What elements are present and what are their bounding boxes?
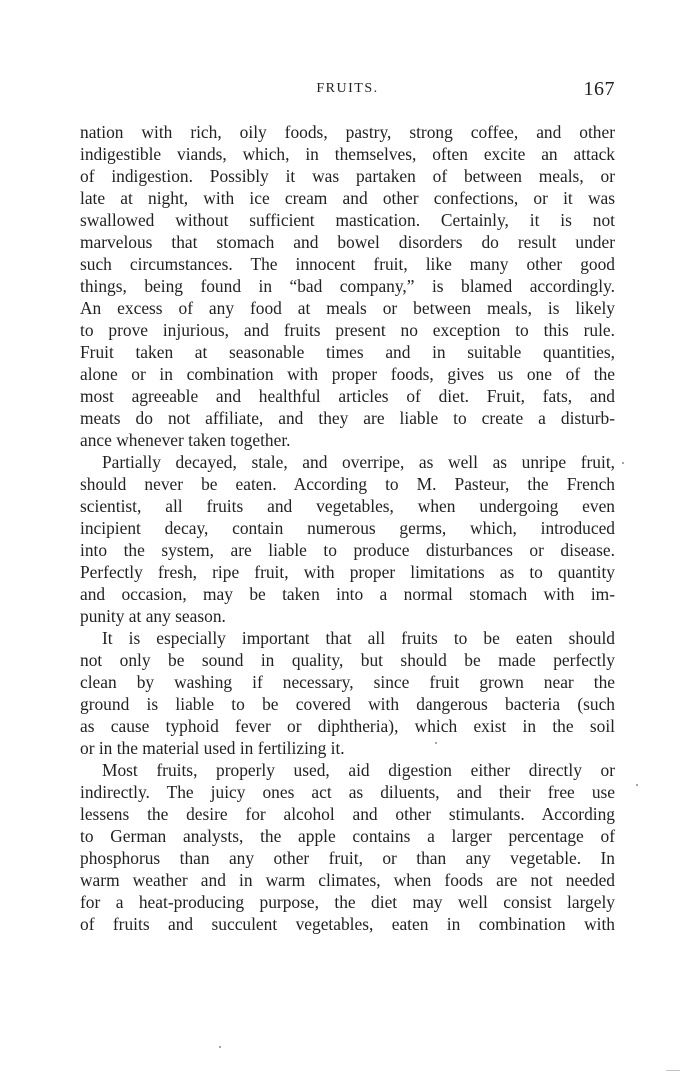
text-line: late at night, with ice cream and other confections, or it was bbox=[80, 188, 615, 208]
text-line: Partially decayed, stale, and overripe, as well as unripe fruit, bbox=[102, 452, 615, 472]
text-line: for a heat-producing purpose, the diet may well consist largely bbox=[80, 892, 615, 912]
text-line: alone or in combination with proper foods, gives us one of the bbox=[80, 364, 615, 384]
text-line: of indigestion. Possibly it was partaken of between meals, or bbox=[80, 166, 615, 186]
text-line: swallowed without sufficient mastication. Certainly, it is not bbox=[80, 210, 615, 230]
text-line: and occasion, may be taken into a normal stomach with im- bbox=[80, 584, 615, 604]
text-line: ground is liable to be covered with dangerous bacteria (such bbox=[80, 694, 615, 714]
text-line: to prove injurious, and fruits present no exception to this rule. bbox=[80, 320, 615, 340]
scan-speck bbox=[435, 742, 437, 744]
text-line: should never be eaten. According to M. Pasteur, the French bbox=[80, 474, 615, 494]
text-line: indirectly. The juicy ones act as diluents, and their free use bbox=[80, 782, 615, 802]
text-line: most agreeable and healthful articles of diet. Fruit, fats, and bbox=[80, 386, 615, 406]
text-line: to German analysts, the apple contains a larger percentage of bbox=[80, 826, 615, 846]
text-line: not only be sound in quality, but should be made perfectly bbox=[80, 650, 615, 670]
text-line: Most fruits, properly used, aid digestion either directly or bbox=[102, 760, 615, 780]
text-line: indigestible viands, which, in themselves, often excite an attack bbox=[80, 144, 615, 164]
text-line: of fruits and succulent vegetables, eaten in combination with bbox=[80, 914, 615, 934]
text-line: marvelous that stomach and bowel disorders do result under bbox=[80, 232, 615, 252]
scan-speck bbox=[622, 462, 624, 464]
scan-speck bbox=[219, 1046, 221, 1048]
text-line: ance whenever taken together. bbox=[80, 430, 291, 450]
text-line: phosphorus than any other fruit, or than any vegetable. In bbox=[80, 848, 615, 868]
text-line: as cause typhoid fever or diphtheria), which exist in the soil bbox=[80, 716, 615, 736]
scan-speck bbox=[666, 1070, 680, 1071]
running-head bbox=[80, 78, 615, 104]
text-line: nation with rich, oily foods, pastry, strong coffee, and other bbox=[80, 122, 615, 142]
running-title: FRUITS. bbox=[316, 81, 379, 96]
text-line: into the system, are liable to produce disturbances or disease. bbox=[80, 540, 615, 560]
text-line: scientist, all fruits and vegetables, when undergoing even bbox=[80, 496, 615, 516]
text-line: warm weather and in warm climates, when foods are not needed bbox=[80, 870, 615, 890]
body-text bbox=[80, 121, 615, 935]
text-line: lessens the desire for alcohol and other stimulants. According bbox=[80, 804, 615, 824]
text-line: An excess of any food at meals or between meals, is likely bbox=[80, 298, 615, 318]
text-line: incipient decay, contain numerous germs, which, introduced bbox=[80, 518, 615, 538]
text-line: things, being found in “bad company,” is blamed accordingly. bbox=[80, 276, 615, 296]
paragraph-3 bbox=[80, 627, 615, 759]
page-number: 167 bbox=[583, 78, 615, 100]
text-line: such circumstances. The innocent fruit, like many other good bbox=[80, 254, 615, 274]
text-line: meats do not affiliate, and they are liable to create a disturb- bbox=[80, 408, 615, 428]
paragraph-1 bbox=[80, 121, 615, 451]
paragraph-2 bbox=[80, 451, 615, 627]
text-line: Fruit taken at seasonable times and in suitable quantities, bbox=[80, 342, 615, 362]
text-line: clean by washing if necessary, since fruit grown near the bbox=[80, 672, 615, 692]
scan-speck bbox=[636, 784, 638, 786]
paragraph-4 bbox=[80, 759, 615, 935]
text-line: punity at any season. bbox=[80, 606, 226, 626]
text-line: or in the material used in fertilizing it. bbox=[80, 738, 345, 758]
text-line: It is especially important that all fruits to be eaten should bbox=[102, 628, 615, 648]
text-line: Perfectly fresh, ripe fruit, with proper limitations as to quantity bbox=[80, 562, 615, 582]
